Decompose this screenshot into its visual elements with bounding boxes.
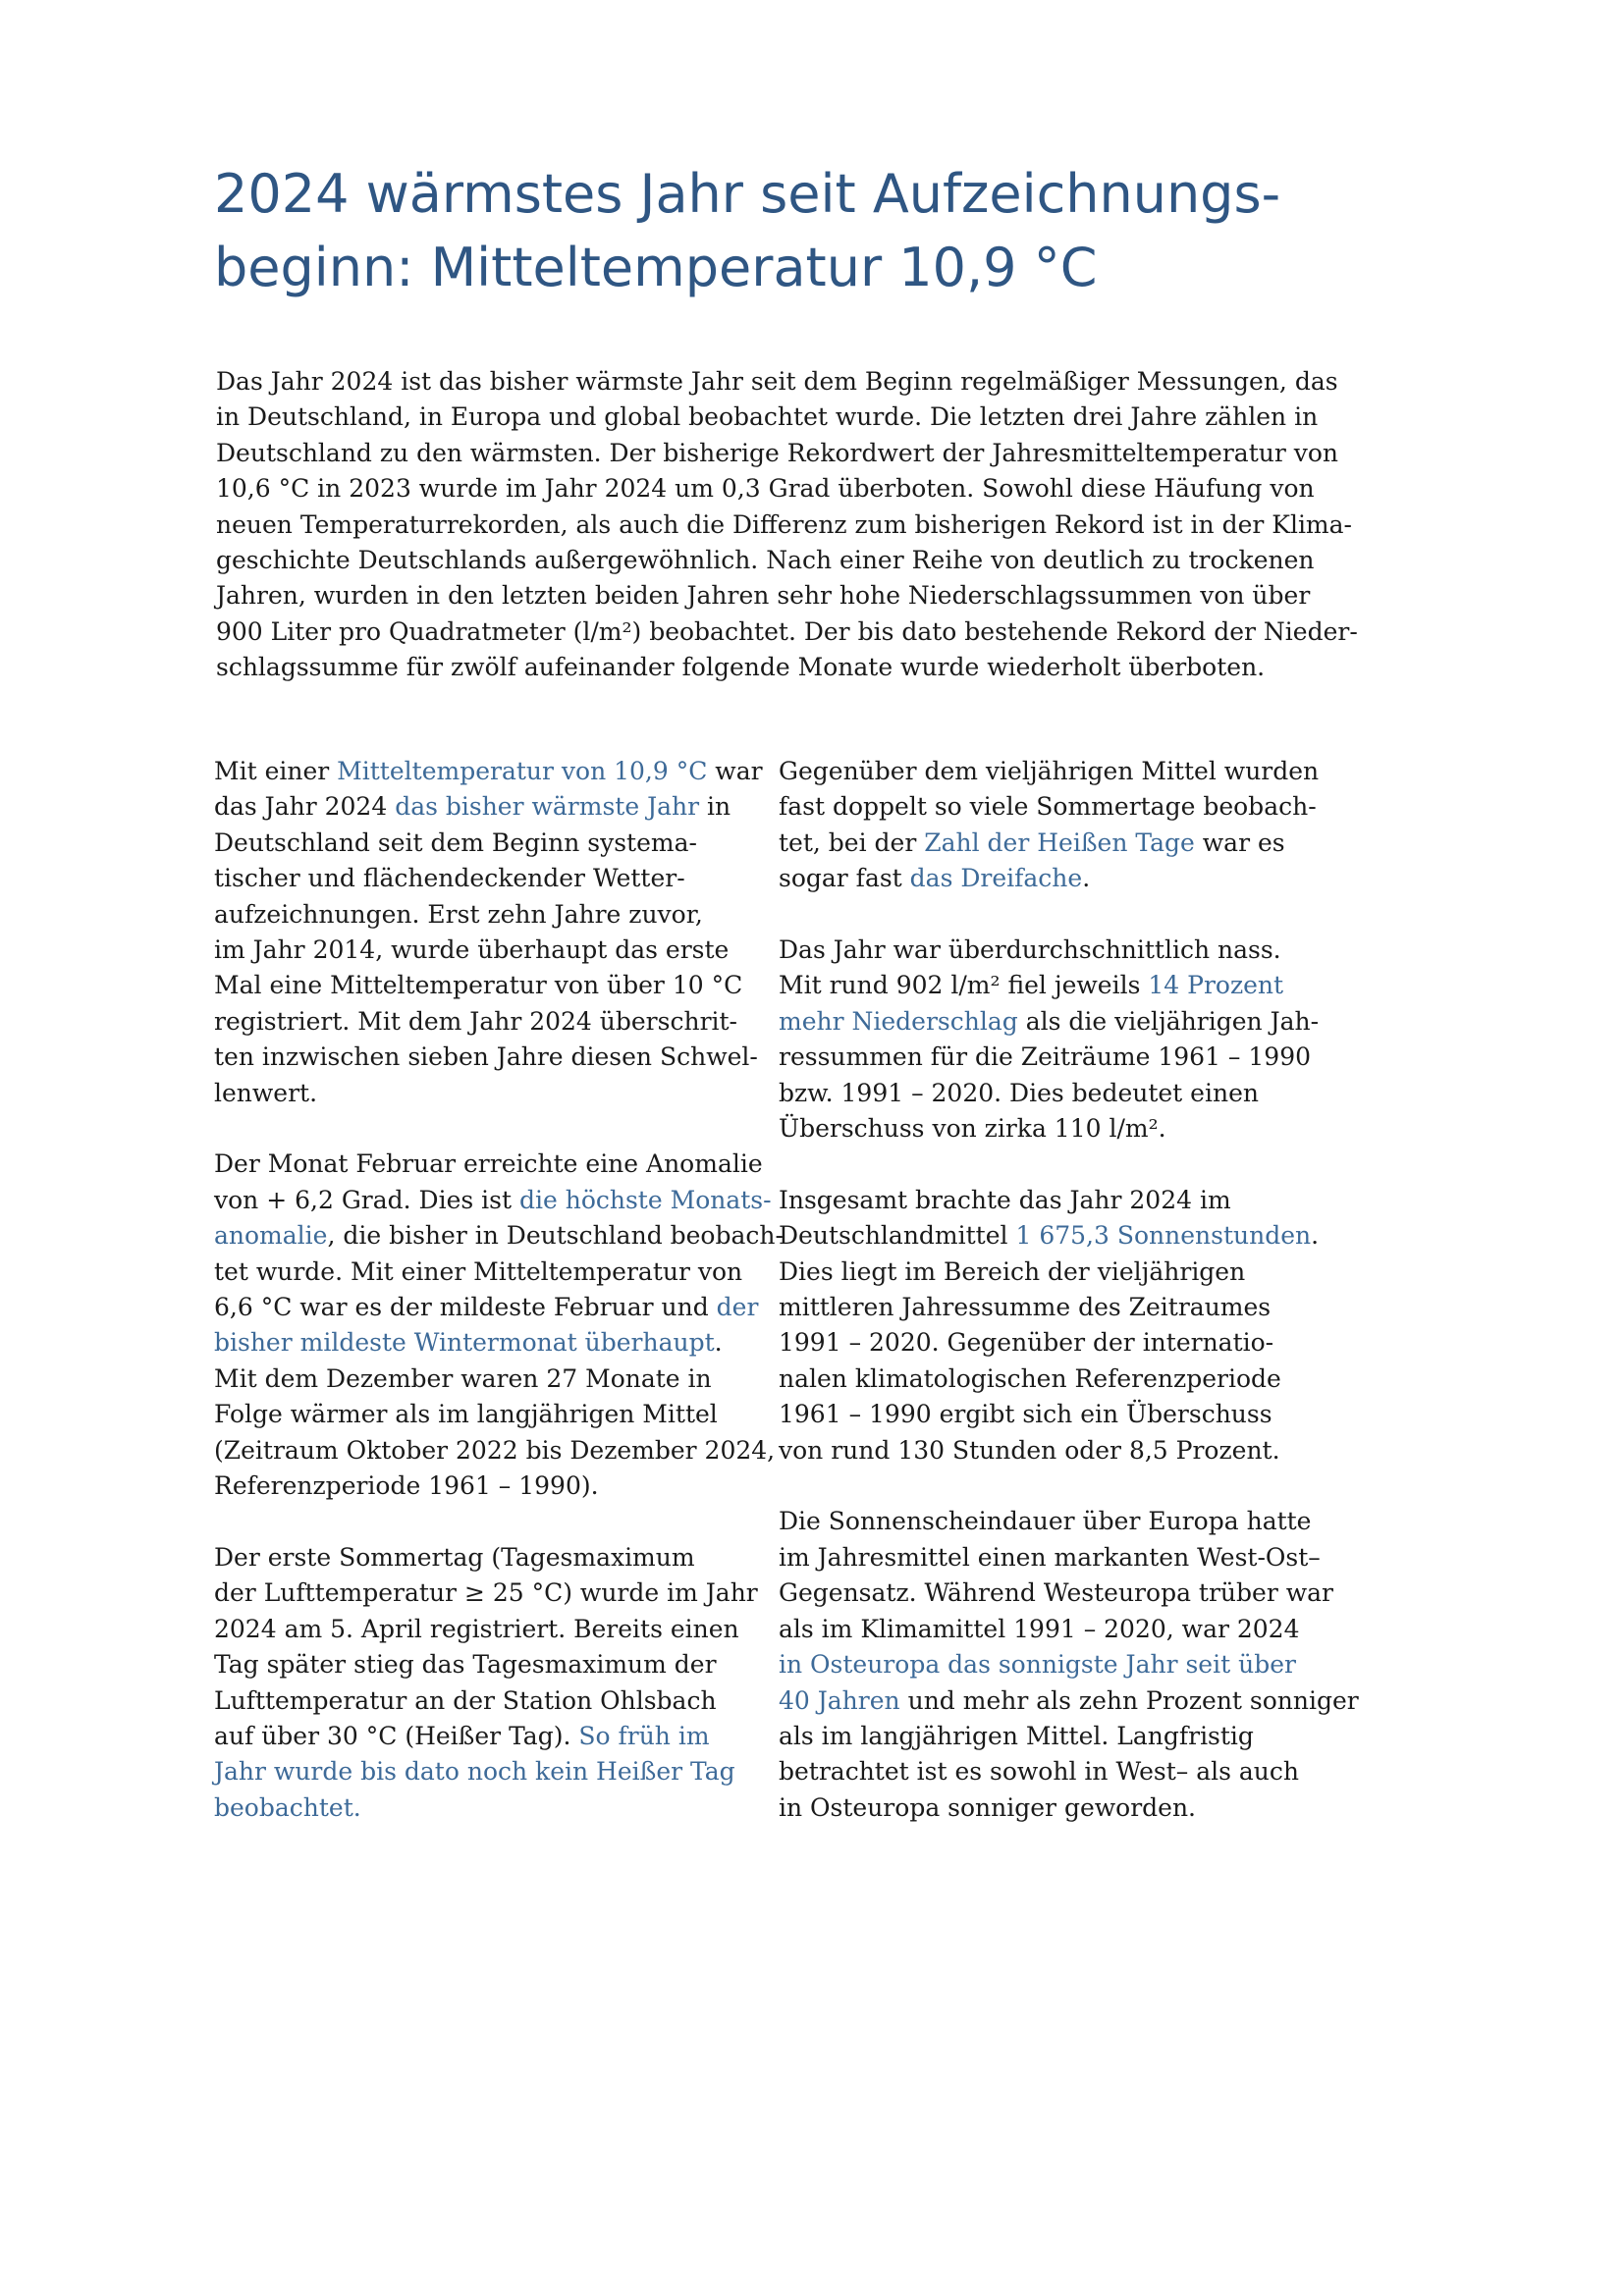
paragraph-summer-days [779,754,1328,897]
text-line: ten inzwischen sieben Jahre diesen Schwel- [214,1042,758,1072]
text-line: bzw. 1991 – 2020. Dies bedeutet einen [779,1078,1259,1107]
text-segment: 6,6 °C war es der mildeste Februar und [214,1293,717,1322]
text-line [779,1004,1328,1040]
link-warmest-year[interactable]: das bisher wärmste Jahr [395,792,700,822]
link-earliest-hot-day[interactable]: Jahr wurde bis dato noch kein Heißer Tag [214,1757,735,1787]
text-line [214,754,764,789]
text-line: (Zeitraum Oktober 2022 bis Dezember 2024, [214,1435,776,1465]
intro-line: Deutschland zu den wärmsten. Der bisherige Rekordwert der Jahresmitteltemperatur von [216,438,1339,467]
text-line: lenwert. [214,1078,318,1107]
intro-line: 900 Liter pro Quadratmeter (l/m²) beobachtet. Der bis dato bestehende Rekord der Nieder- [216,616,1358,646]
link-threefold[interactable]: das Dreifache [909,864,1083,893]
paragraph-precipitation [779,933,1328,1147]
link-sunniest-year-eastern-europe[interactable]: 40 Jahren [779,1685,900,1715]
text-line [779,1218,1328,1254]
link-mean-temperature[interactable]: Mitteltemperatur von 10,9 °C [337,757,708,785]
text-line: 1961 – 1990 ergibt sich ein Überschuss [779,1400,1272,1429]
intro-line: geschichte Deutschlands außergewöhnlich. Nach einer Reihe von deutlich zu trockenen [216,546,1315,575]
text-line: als im Klimamittel 1991 – 2020, war 2024 [779,1614,1300,1643]
text-line: Gegenüber dem vieljährigen Mittel wurden [779,757,1320,785]
text-line: mittleren Jahressumme des Zeitraumes [779,1293,1272,1322]
text-line: Mit dem Dezember waren 27 Monate in [214,1363,712,1393]
text-segment: , die bisher in Deutschland beobach- [327,1221,784,1251]
text-line [214,1325,764,1361]
paragraph-mean-temperature [214,754,764,1111]
intro-paragraph [216,364,1358,686]
text-line: Referenzperiode 1961 – 1990). [214,1471,599,1501]
text-segment: auf über 30 °C (Heißer Tag). [214,1721,579,1750]
text-segment: tet, bei der [779,828,925,857]
text-line: Dies liegt im Bereich der vieljährigen [779,1256,1246,1286]
link-hot-days-count[interactable]: Zahl der Heißen Tage [924,828,1195,857]
text-line [779,826,1328,861]
text-line: tischer und flächendeckender Wetter- [214,864,685,893]
text-line: registriert. Mit dem Jahr 2024 überschrit- [214,1006,738,1036]
page-title [214,157,1343,304]
intro-line: in Deutschland, in Europa und global beobachtet wurde. Die letzten drei Jahre zählen in [216,402,1319,432]
text-line: aufzeichnungen. Erst zehn Jahre zuvor, [214,899,703,929]
text-line: betrachtet ist es sowohl in West– als auch [779,1757,1300,1787]
link-more-precipitation[interactable]: mehr Niederschlag [779,1006,1018,1036]
text-line: Der erste Sommertag (Tagesmaximum [214,1542,695,1572]
text-segment: war es [1194,828,1285,857]
text-line: nalen klimatologischen Referenzperiode [779,1363,1281,1393]
text-segment: Mit einer [214,757,338,785]
intro-line: 10,6 °C in 2023 wurde im Jahr 2024 um 0,3 Grad überboten. Sowohl diese Häufung von [216,474,1315,504]
link-sunniest-year-eastern-europe[interactable]: in Osteuropa das sonnigste Jahr seit über [779,1650,1296,1680]
intro-line: schlagssumme für zwölf aufeinander folgende Monate wurde wiederholt überboten. [216,653,1266,682]
text-line: in Osteuropa sonniger geworden. [779,1792,1196,1822]
text-line: Das Jahr war überdurchschnittlich nass. [779,935,1281,965]
text-line [214,1290,764,1325]
title-line: beginn: Mitteltemperatur 10,9 °C [214,237,1098,298]
text-line: Überschuss von zirka 110 l/m². [779,1114,1166,1144]
paragraph-february-anomaly [214,1147,784,1504]
text-line: Der Monat Februar erreichte eine Anomalie [214,1149,763,1179]
link-sunshine-hours[interactable]: 1 675,3 Sonnenstunden [1015,1221,1312,1251]
text-line: 2024 am 5. April registriert. Bereits einen [214,1614,739,1643]
paragraph-first-summer-day [214,1540,764,1826]
text-segment: . [714,1328,723,1358]
text-line [214,1719,764,1754]
right-column [779,754,1359,1862]
text-segment: das Jahr 2024 [214,792,396,822]
text-line: Gegensatz. Während Westeuropa trüber war [779,1578,1333,1608]
text-segment: von + 6,2 Grad. Dies ist [214,1185,519,1214]
title-line: 2024 wärmstes Jahr seit Aufzeichnungs- [214,163,1281,225]
text-line: fast doppelt so viele Sommertage beobach- [779,792,1317,822]
text-line: tet wurde. Mit einer Mitteltemperatur von [214,1256,743,1286]
paragraph-sunshine-hours [779,1183,1328,1468]
link-mildest-winter-month[interactable]: bisher mildeste Wintermonat überhaupt [214,1328,715,1358]
text-segment: Mit rund 902 l/m² fiel jeweils [779,971,1149,1000]
text-segment: sogar fast [779,864,910,893]
link-earliest-hot-day[interactable]: So früh im [578,1721,710,1750]
text-segment: in [699,792,731,822]
text-line: Mal eine Mitteltemperatur von über 10 °C [214,971,743,1000]
text-line: Lufttemperatur an der Station Ohlsbach [214,1685,717,1715]
intro-line: neuen Temperaturrekorden, als auch die Differenz zum bisherigen Rekord ist in der Klima- [216,509,1352,539]
text-line [779,1683,1359,1719]
link-highest-anomaly[interactable]: anomalie [214,1221,328,1251]
text-line: im Jahr 2014, wurde überhaupt das erste [214,935,730,965]
link-earliest-hot-day[interactable]: beobachtet. [214,1792,361,1822]
text-segment: Deutschlandmittel [779,1221,1016,1251]
text-line: 1991 – 2020. Gegenüber der internatio- [779,1328,1274,1358]
text-line [779,861,1328,896]
text-line: Insgesamt brachte das Jahr 2024 im [779,1185,1231,1214]
link-mildest-winter-month[interactable]: der [716,1293,759,1322]
text-line: Folge wärmer als im langjährigen Mittel [214,1400,718,1429]
text-line: von rund 130 Stunden oder 8,5 Prozent. [779,1435,1280,1465]
text-line [214,1218,784,1254]
text-line: ressummen für die Zeiträume 1961 – 1990 [779,1042,1312,1072]
text-segment: als die vieljährigen Jah- [1017,1006,1320,1036]
intro-line: Jahren, wurden in den letzten beiden Jahren sehr hohe Niederschlagssummen von über [216,581,1311,611]
text-line: der Lufttemperatur ≥ 25 °C) wurde im Jahr [214,1578,758,1608]
link-more-precipitation[interactable]: 14 Prozent [1148,971,1284,1000]
text-segment: und mehr als zehn Prozent sonniger [899,1685,1359,1715]
paragraph-europe-sunshine [779,1504,1359,1826]
text-line [214,1183,772,1218]
text-line: Deutschland seit dem Beginn systema- [214,828,697,857]
text-segment: . [1082,864,1091,893]
text-line: Die Sonnenscheindauer über Europa hatte [779,1507,1312,1536]
text-line: im Jahresmittel einen markanten West-Ost– [779,1542,1321,1572]
text-line: Tag später stieg das Tagesmaximum der [214,1650,717,1680]
text-line [779,968,1328,1003]
text-segment: war [707,757,763,785]
text-segment: . [1311,1221,1320,1251]
link-highest-anomaly[interactable]: die höchste Monats- [518,1185,772,1214]
text-line: als im langjährigen Mittel. Langfristig [779,1721,1254,1750]
text-line [214,789,764,825]
intro-line: Das Jahr 2024 ist das bisher wärmste Jahr seit dem Beginn regelmäßiger Messungen, das [216,367,1338,396]
left-column [214,754,784,1862]
